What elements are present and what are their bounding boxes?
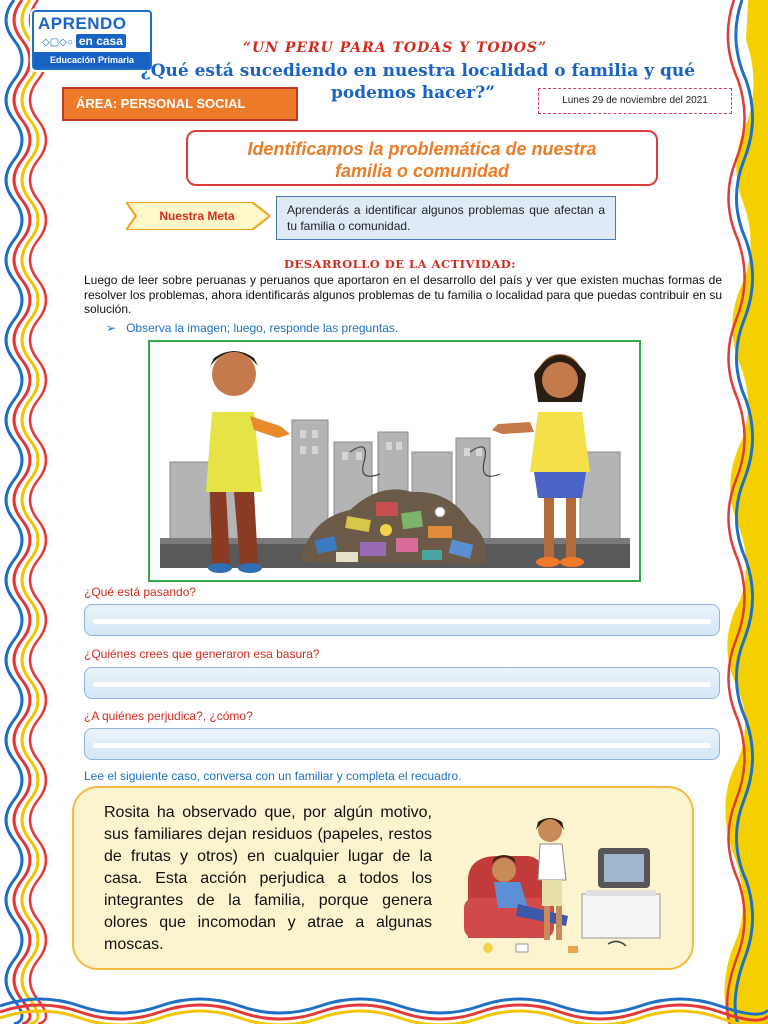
logo-title: APRENDO [38,14,127,33]
garbage-scene-image [150,342,639,580]
instruction-bullet [106,321,398,335]
meta-label-text: Nuestra Meta [159,209,235,223]
meta-description: Aprenderás a identificar algunos problemas que afectan a tu familia o comunidad. [276,196,616,240]
unit-question-line-2: podemos hacer?” [331,83,495,103]
date-label: Lunes 29 de noviembre del 2021 [538,88,732,114]
unit-question-line-1: “¿Qué está sucediendo en nuestra localidad o familia y qué [130,61,696,81]
lesson-title-line-2: familia o comunidad [334,161,510,181]
case-text: Rosita ha observado que, por algún motivo, sus familiares dejan residuos (papeles, restos de frutas y otros) en cualquier lugar de la casa. Esta acción perjudica a todos los integrantes de la familia, porque genera olores que incomodan y atrae a algunas moscas. [104,804,432,953]
arrow-bullet-icon: ➢ [106,321,117,335]
question-3-label: ¿A quiénes perjudica?, ¿cómo? [84,709,253,723]
decorative-frame-bottom [0,984,768,1024]
question-1-label: ¿Qué está pasando? [84,585,197,599]
logo-subtitle: ◇▢◇○ en casa [42,34,126,48]
answer-field-2[interactable] [84,667,720,699]
answer-field-3[interactable] [84,728,720,760]
lesson-title-line-1: Identificamos la problemática de nuestra [247,139,597,159]
family-living-room-illustration [458,808,670,958]
lesson-title [186,130,658,186]
case-instruction: Lee el siguiente caso, conversa con un familiar y completa el recuadro. [84,769,462,783]
decorative-frame-right [708,0,768,1024]
answer-field-1[interactable] [84,604,720,636]
garbage-illustration [148,340,641,582]
development-heading: DESARROLLO DE LA ACTIVIDAD: [284,257,516,271]
area-label: ÁREA: PERSONAL SOCIAL [62,87,298,121]
development-intro: Luego de leer sobre peruanas y peruanos que aportaron en el desarrollo del país y ver que existen muchas formas de resolver los problemas, ahora identificarás algunos problemas de tu familia o localidad para que puedas contribuir en su solución. [84,273,722,316]
logo-bottom-band: Educación Primaria [34,52,150,68]
instruction-text: Observa la imagen; luego, responde las preguntas. [126,321,399,335]
decorative-frame-left [0,0,60,1024]
meta-label-tag [126,202,270,230]
slogan: “UN PERU PARA TODAS Y TODOS” [242,40,548,56]
question-2-label: ¿Quiénes crees que generaron esa basura? [84,647,320,661]
